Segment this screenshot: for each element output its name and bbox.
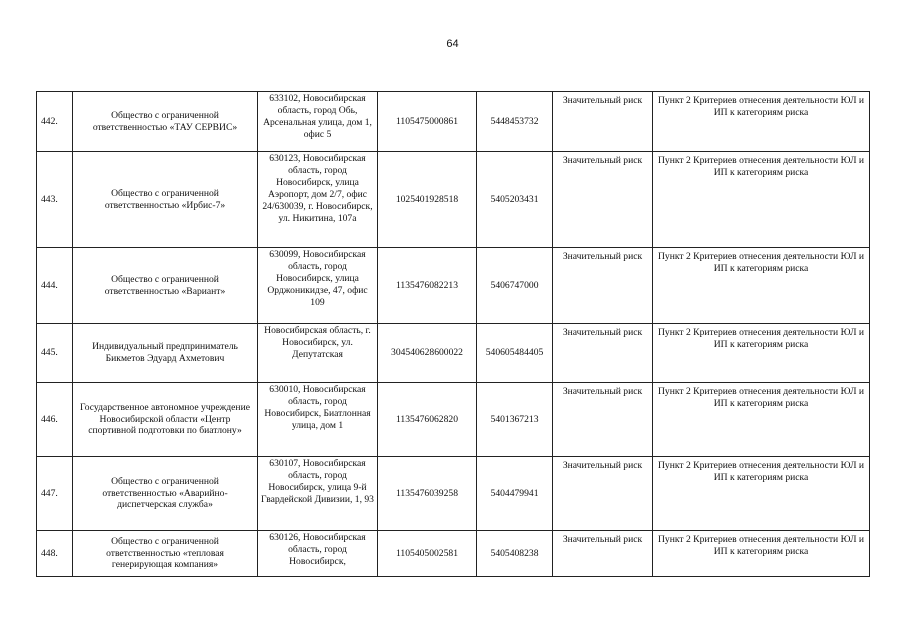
risk-criteria: Пункт 2 Критериев отнесения деятельности ЮЛ и ИП к категориям риска bbox=[653, 457, 870, 531]
table-row bbox=[37, 383, 870, 457]
risk-criteria: Пункт 2 Критериев отнесения деятельности ЮЛ и ИП к категориям риска bbox=[653, 531, 870, 577]
ogrn: 1105475000861 bbox=[378, 92, 477, 152]
risk-category: Значительный риск bbox=[553, 248, 653, 324]
risk-criteria: Пункт 2 Критериев отнесения деятельности ЮЛ и ИП к категориям риска bbox=[653, 324, 870, 383]
address: 630126, Новосибирская область, город Новосибирск, bbox=[258, 531, 378, 577]
address: 630107, Новосибирская область, город Новосибирск, улица 9-й Гвардейской Дивизии, 1, 93 bbox=[258, 457, 378, 531]
inn: 5406747000 bbox=[477, 248, 553, 324]
table-row bbox=[37, 152, 870, 248]
ogrn: 304540628600022 bbox=[378, 324, 477, 383]
risk-category: Значительный риск bbox=[553, 324, 653, 383]
ogrn: 1135476082213 bbox=[378, 248, 477, 324]
risk-criteria: Пункт 2 Критериев отнесения деятельности ЮЛ и ИП к категориям риска bbox=[653, 383, 870, 457]
page-number: 64 bbox=[446, 38, 459, 50]
inn: 540605484405 bbox=[477, 324, 553, 383]
row-number: 443. bbox=[37, 152, 73, 248]
risk-criteria: Пункт 2 Критериев отнесения деятельности ЮЛ и ИП к категориям риска bbox=[653, 248, 870, 324]
row-number: 446. bbox=[37, 383, 73, 457]
row-number: 442. bbox=[37, 92, 73, 152]
ogrn: 1135476062820 bbox=[378, 383, 477, 457]
row-number: 447. bbox=[37, 457, 73, 531]
organization-name: Общество с ограниченной ответственностью «тепловая генерирующая компания» bbox=[73, 531, 258, 577]
ogrn: 1135476039258 bbox=[378, 457, 477, 531]
row-number: 444. bbox=[37, 248, 73, 324]
registry-table bbox=[36, 91, 870, 577]
inn: 5404479941 bbox=[477, 457, 553, 531]
organization-name: Общество с ограниченной ответственностью «Вариант» bbox=[73, 248, 258, 324]
risk-category: Значительный риск bbox=[553, 457, 653, 531]
table-row bbox=[37, 324, 870, 383]
organization-name: Общество с ограниченной ответственностью «ТАУ СЕРВИС» bbox=[73, 92, 258, 152]
organization-name: Государственное автономное учреждение Новосибирской области «Центр спортивной подготовки по биатлону» bbox=[73, 383, 258, 457]
table-row bbox=[37, 457, 870, 531]
ogrn: 1025401928518 bbox=[378, 152, 477, 248]
risk-category: Значительный риск bbox=[553, 531, 653, 577]
risk-criteria: Пункт 2 Критериев отнесения деятельности ЮЛ и ИП к категориям риска bbox=[653, 92, 870, 152]
address: 630123, Новосибирская область, город Новосибирск, улица Аэропорт, дом 2/7, офис 24/630039, г. Новосибирск, ул. Никитина, 107а bbox=[258, 152, 378, 248]
risk-category: Значительный риск bbox=[553, 383, 653, 457]
risk-category: Значительный риск bbox=[553, 92, 653, 152]
address: 630099, Новосибирская область, город Новосибирск, улица Орджоникидзе, 47, офис 109 bbox=[258, 248, 378, 324]
table-row bbox=[37, 92, 870, 152]
risk-category: Значительный риск bbox=[553, 152, 653, 248]
ogrn: 1105405002581 bbox=[378, 531, 477, 577]
organization-name: Общество с ограниченной ответственностью «Аварийно-диспетчерская служба» bbox=[73, 457, 258, 531]
risk-criteria: Пункт 2 Критериев отнесения деятельности ЮЛ и ИП к категориям риска bbox=[653, 152, 870, 248]
inn: 5401367213 bbox=[477, 383, 553, 457]
inn: 5448453732 bbox=[477, 92, 553, 152]
organization-name: Общество с ограниченной ответственностью «Ирбис-7» bbox=[73, 152, 258, 248]
table-row bbox=[37, 531, 870, 577]
inn: 5405408238 bbox=[477, 531, 553, 577]
address: Новосибирская область, г. Новосибирск, ул. Депутатская bbox=[258, 324, 378, 383]
row-number: 448. bbox=[37, 531, 73, 577]
row-number: 445. bbox=[37, 324, 73, 383]
address: 633102, Новосибирская область, город Обь, Арсенальная улица, дом 1, офис 5 bbox=[258, 92, 378, 152]
table-row bbox=[37, 248, 870, 324]
inn: 5405203431 bbox=[477, 152, 553, 248]
organization-name: Индивидуальный предприниматель Бикметов Эдуард Ахметович bbox=[73, 324, 258, 383]
address: 630010, Новосибирская область, город Новосибирск, Биатлонная улица, дом 1 bbox=[258, 383, 378, 457]
